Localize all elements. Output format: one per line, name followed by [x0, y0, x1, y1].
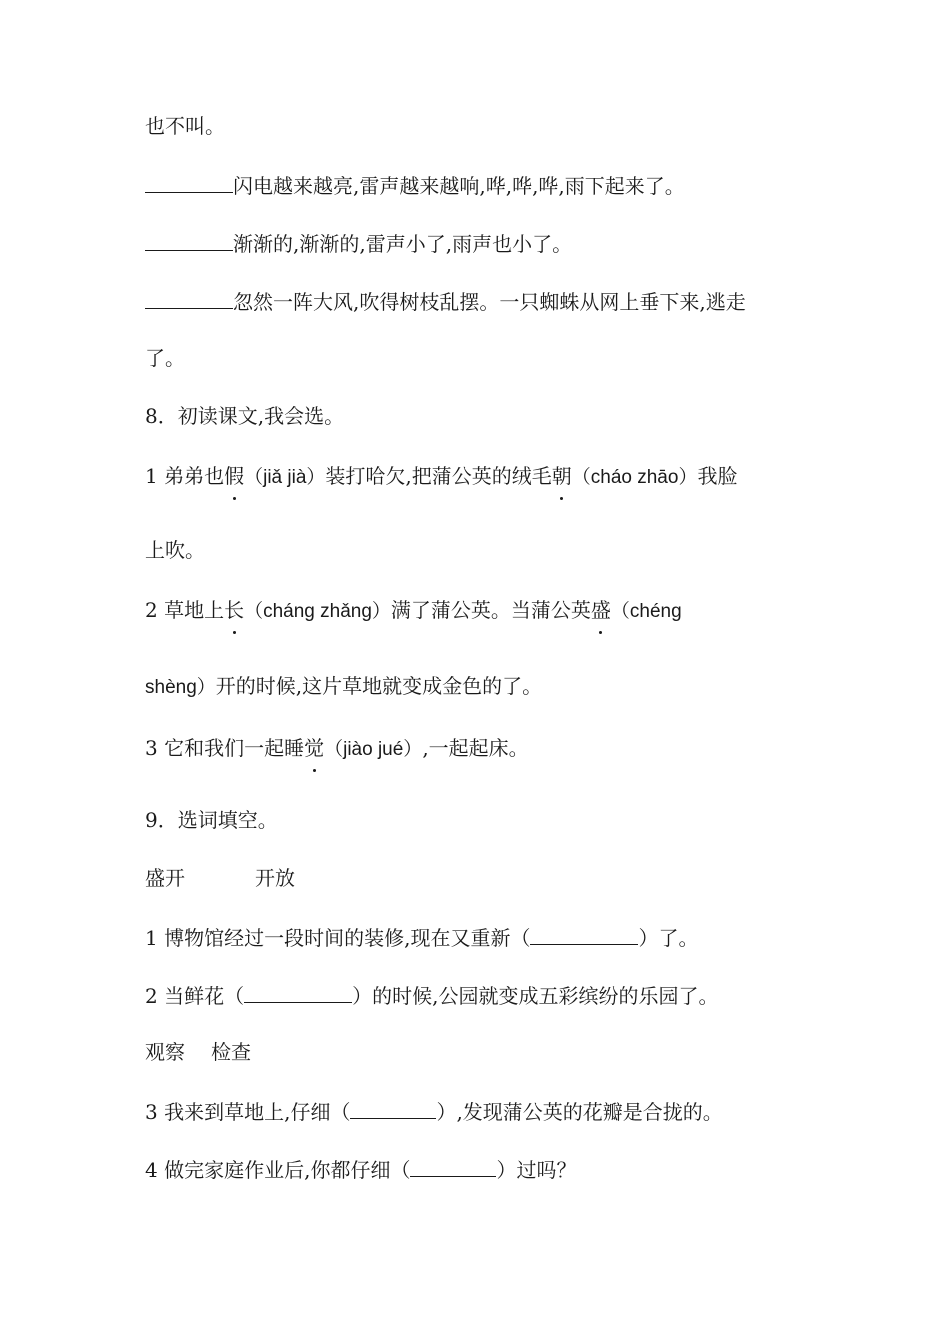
sentence-text: 3 它和我们一起睡	[145, 736, 305, 760]
dotted-char: 朝	[551, 464, 572, 488]
answer-blank[interactable]	[350, 1096, 436, 1119]
fill-blank-line	[145, 980, 718, 1010]
sentence-text: 闪电越来越亮,雷声越来越响,哗,哗,哗,雨下起来了。	[233, 174, 685, 198]
sentence-text: ）了。	[638, 926, 699, 950]
sentence-text: 开的时候,这片草地就变成金色的了。	[215, 674, 543, 698]
answer-blank[interactable]	[145, 228, 233, 251]
sentence-text: 1 弟弟也	[145, 464, 225, 488]
answer-blank[interactable]	[530, 922, 638, 945]
pinyin-options: （cháo zhāo）	[571, 467, 698, 488]
dotted-char: 盛	[590, 598, 611, 622]
pinyin-options: （jiào jué）	[324, 739, 423, 760]
word-choices	[145, 1038, 251, 1066]
text-line: 也不叫。	[145, 114, 225, 138]
question-title: 9．选词填空。	[145, 808, 278, 832]
question-item	[145, 596, 682, 626]
text-line: 上吹。	[145, 538, 205, 562]
sentence-text: 4 做完家庭作业后,你都仔细（	[145, 1158, 411, 1182]
fill-blank-line	[145, 286, 746, 316]
dotted-char: 觉	[304, 736, 325, 760]
text-line: 了。	[145, 346, 185, 370]
pinyin-options: shèng）	[145, 677, 216, 698]
dotted-char: 长	[224, 598, 245, 622]
word-choices	[145, 864, 295, 892]
dotted-char: 假	[224, 464, 245, 488]
question-item	[145, 734, 529, 764]
word-choice: 检查	[211, 1040, 251, 1064]
pinyin-options: （jiǎ jià）	[244, 467, 326, 488]
sentence-text: 2 当鲜花（	[145, 984, 245, 1008]
sentence-text: 1 博物馆经过一段时间的装修,现在又重新（	[145, 926, 531, 950]
sentence-text: 装打哈欠,把蒲公英的绒毛	[325, 464, 552, 488]
question-item	[145, 462, 737, 492]
fill-blank-line	[145, 1154, 576, 1184]
answer-blank[interactable]	[145, 286, 233, 309]
sentence-text: ）的时候,公园就变成五彩缤纷的乐园了。	[352, 984, 719, 1008]
answer-blank[interactable]	[244, 980, 352, 1003]
sentence-text: ）过吗？	[496, 1158, 577, 1182]
sentence-text: 我脸	[697, 464, 738, 488]
question-item-continued	[145, 672, 542, 702]
fill-blank-line	[145, 922, 698, 952]
sentence-text: 3 我来到草地上,仔细（	[145, 1100, 351, 1124]
sentence-text: 渐渐的,渐渐的,雷声小了,雨声也小了。	[233, 232, 573, 256]
sentence-text: 忽然一阵大风,吹得树枝乱摆。一只蜘蛛从网上垂下来,逃走	[233, 290, 746, 314]
fill-blank-line	[145, 1096, 723, 1126]
sentence-text: 满了蒲公英。当蒲公英	[390, 598, 591, 622]
answer-blank[interactable]	[410, 1154, 496, 1177]
fill-blank-line	[145, 228, 572, 258]
pinyin-options: （cháng zhǎng）	[244, 601, 391, 622]
sentence-text: 2 草地上	[145, 598, 225, 622]
sentence-text: ）,发现蒲公英的花瓣是合拢的。	[436, 1100, 723, 1124]
answer-blank[interactable]	[145, 170, 233, 193]
word-choice: 观察	[145, 1040, 185, 1064]
word-choice: 开放	[255, 866, 295, 890]
fill-blank-line	[145, 170, 685, 200]
sentence-text: ,一起起床。	[422, 736, 529, 760]
question-title: 8．初读课文,我会选。	[145, 404, 345, 428]
word-choice: 盛开	[145, 866, 185, 890]
pinyin-options: （chéng	[610, 601, 682, 622]
